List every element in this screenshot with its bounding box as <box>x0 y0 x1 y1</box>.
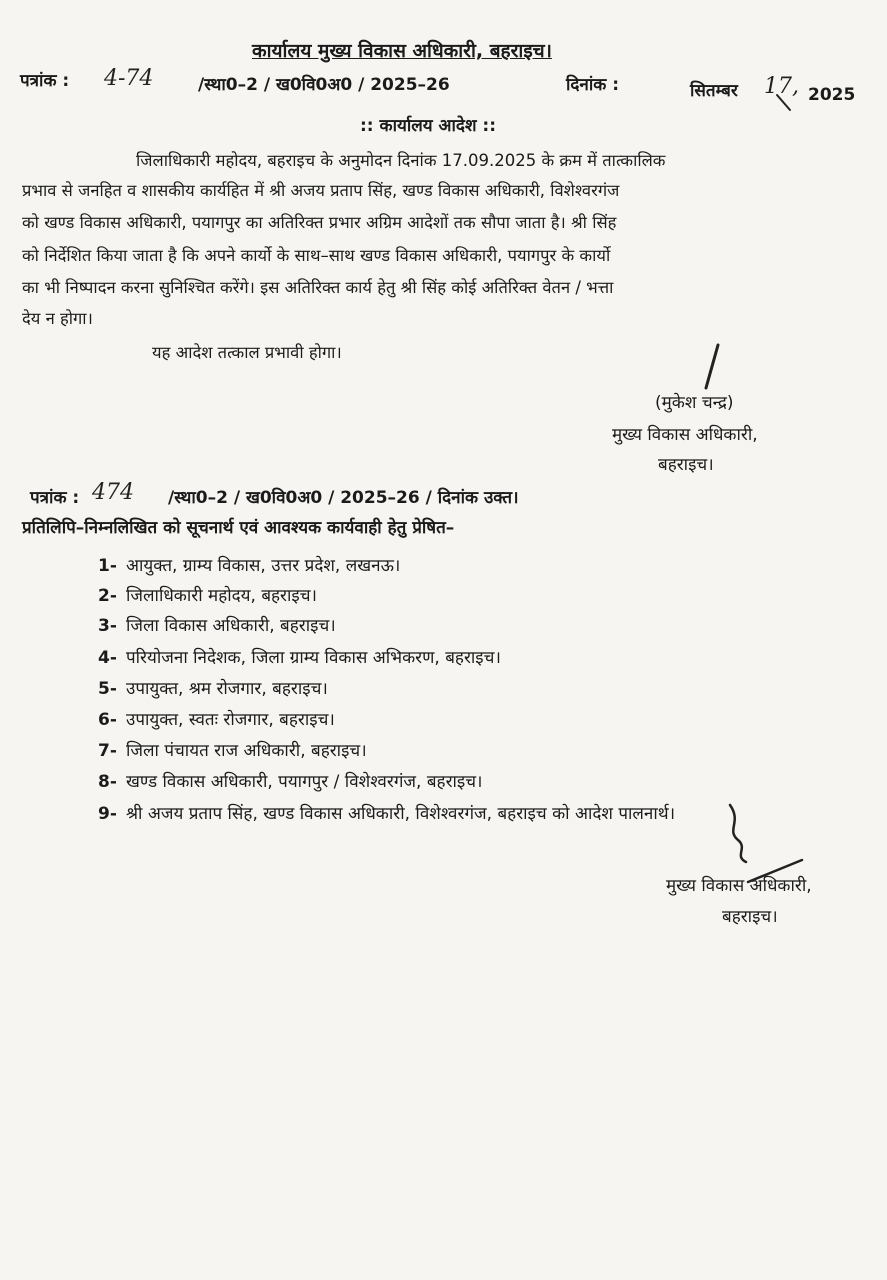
body-line-4: को निर्देशित किया जाता है कि अपने कार्यो के साथ–साथ खण्ड विकास अधिकारी, पयागपुर के कार्यो <box>22 246 611 265</box>
body-line-1: जिलाधिकारी महोदय, बहराइच के अनुमोदन दिनांक 17.09.2025 के क्रम में तात्कालिक <box>136 151 666 170</box>
date-day-handwritten: 17, <box>764 74 799 99</box>
list-item: 5- उपायुक्त, श्रम रोजगार, बहराइच। <box>98 679 328 699</box>
order-heading: :: कार्यालय आदेश :: <box>360 116 497 136</box>
date-year: 2025 <box>808 85 856 105</box>
date-month: सितम्बर <box>690 81 738 101</box>
list-item: 3- जिला विकास अधिकारी, बहराइच। <box>98 616 336 636</box>
list-item: 4- परियोजना निदेशक, जिला ग्राम्य विकास अभिकरण, बहराइच। <box>98 648 501 668</box>
list-item: 1- आयुक्त, ग्राम्य विकास, उत्तर प्रदेश, लखनऊ। <box>98 556 401 576</box>
copy-ref-number-handwritten: 474 <box>92 480 134 505</box>
ref-number-handwritten: 4-74 <box>104 66 154 91</box>
body-line-2: प्रभाव से जनहित व शासकीय कार्यहित में श्री अजय प्रताप सिंह, खण्ड विकास अधिकारी, विशेश्वरगंज <box>22 181 620 200</box>
signatory-name: (मुकेश चन्द्र) <box>655 393 734 413</box>
signatory-designation: मुख्य विकास अधिकारी, <box>612 425 758 445</box>
body-line-5: का भी निष्पादन करना सुनिश्चित करेंगे। इस अतिरिक्त कार्य हेतु श्री सिंह कोई अतिरिक्त वेतन / भत्ता <box>22 278 614 297</box>
ref-suffix: /स्था0–2 / ख0वि0अ0 / 2025–26 <box>198 75 450 95</box>
effective-line: यह आदेश तत्काल प्रभावी होगा। <box>152 343 342 362</box>
ref-label: पत्रांक : <box>20 71 70 91</box>
list-item: 2- जिलाधिकारी महोदय, बहराइच। <box>98 586 317 606</box>
office-title: कार्यालय मुख्य विकास अधिकारी, बहराइच। <box>252 40 552 62</box>
body-line-6: देय न होगा। <box>22 309 93 328</box>
signatory2-place: बहराइच। <box>722 907 778 927</box>
signatory2-designation: मुख्य विकास अधिकारी, <box>666 876 812 896</box>
date-label: दिनांक : <box>566 75 620 95</box>
list-item: 6- उपायुक्त, स्वतः रोजगार, बहराइच। <box>98 710 335 730</box>
signature-stroke-2 <box>730 805 746 862</box>
list-item: 7- जिला पंचायत राज अधिकारी, बहराइच। <box>98 741 367 761</box>
copy-ref-suffix: /स्था0–2 / ख0वि0अ0 / 2025–26 / दिनांक उक्त। <box>168 488 519 508</box>
copy-ref-label: पत्रांक : <box>30 488 80 508</box>
signatory-place: बहराइच। <box>658 455 714 475</box>
signature-stroke-1 <box>706 345 718 388</box>
body-line-3: को खण्ड विकास अधिकारी, पयागपुर का अतिरिक्त प्रभार अग्रिम आदेशों तक सौपा जाता है। श्री सिंह <box>22 213 617 232</box>
copy-intro: प्रतिलिपि–निम्नलिखित को सूचनार्थ एवं आवश्यक कार्यवाही हेतु प्रेषित– <box>22 518 455 538</box>
list-item: 8- खण्ड विकास अधिकारी, पयागपुर / विशेश्वरगंज, बहराइच। <box>98 772 483 792</box>
list-item: 9- श्री अजय प्रताप सिंह, खण्ड विकास अधिकारी, विशेश्वरगंज, बहराइच को आदेश पालनार्थ। <box>98 804 676 824</box>
